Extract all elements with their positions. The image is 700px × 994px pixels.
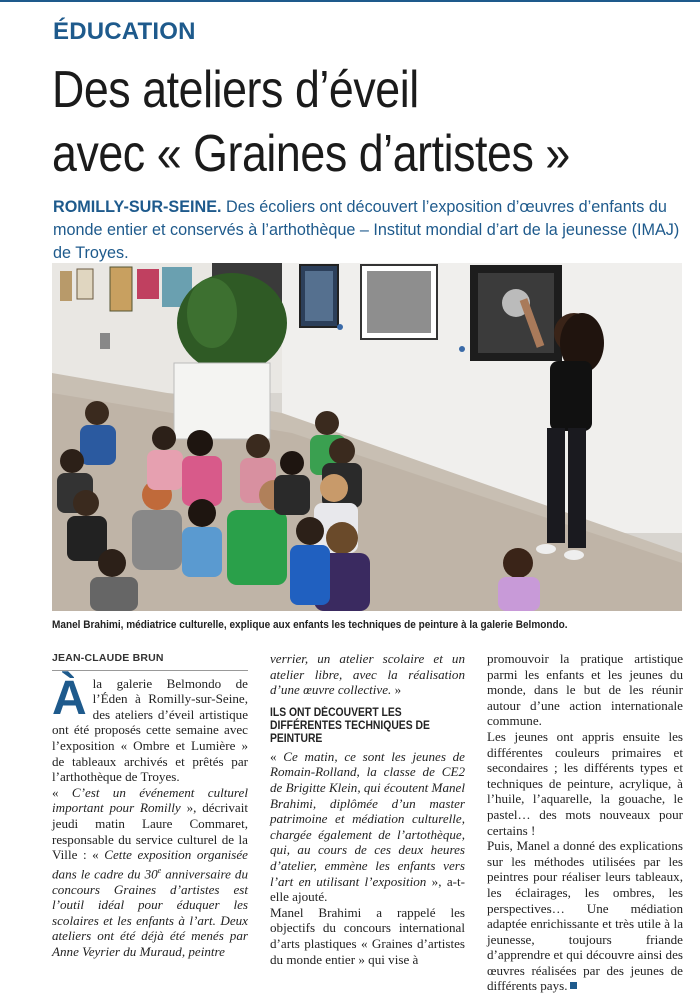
article-column-2	[270, 651, 465, 967]
body-paragraph	[52, 785, 248, 960]
body-paragraph: Manel Brahimi a rappelé les objectifs du concours international d’arts plastiques « Graines d’artistes du monde entier » qui vise à	[270, 904, 465, 967]
body-paragraph: Puis, Manel a donné des explications sur les méthodes utilisées par les peintres pour réaliser leurs tableaux, les éclairages, les ombres, les perspectives… Une médiation adaptée enrichissante et très utile à la jeunesse, toujours friande d’apprendre et qui découvre ainsi des œuvres réalisées par des jeunes de différents pays.	[487, 838, 683, 994]
article-column-3	[487, 651, 683, 994]
body-paragraph: promouvoir la pratique artistique parmi les enfants et les jeunes du monde, dans le but de les réunir autour d’une action internationale commune.	[487, 651, 683, 729]
quote-text: Cette exposition organisée dans le cadre du 30	[52, 847, 248, 882]
section-rubric: ÉDUCATION	[53, 18, 196, 45]
quote-close: »	[391, 682, 402, 698]
quote-text: Ce matin, ce sont les jeunes de Romain-Rolland, la classe de CE2 de Brigitte Klein, qui écoutent Manel Brahimi, diplômée d’un master patrimoine et médiation culturelle, chargée également de l’artothèque, qui, au cours de ces deux heures d’atelier, emmène les enfants vers l’art en utilisant l’exposition	[270, 748, 465, 889]
article-column-1	[52, 651, 248, 960]
quote-open: «	[52, 784, 72, 800]
body-paragraph	[270, 749, 465, 905]
quote-open: «	[270, 748, 284, 764]
paragraph-1-text: la galerie Belmondo de l’Éden à Romilly-sur-Seine, des ateliers d’éveil artistique ont été proposés cette semaine avec l’exposition « Ombre et Lumière » de tableaux archivés et prêtés par l’arthothèque de Troyes.	[52, 675, 248, 785]
quote-text: C’est un événement culturel important pour Romilly	[52, 784, 248, 816]
lead-text: Des écoliers ont découvert l’exposition d’œuvres d’enfants du monde entier et conservés à l’arthothèque – Institut mondial d’art de la jeunesse (IMAJ) de Troyes.	[53, 198, 680, 262]
drop-cap: À	[52, 671, 87, 725]
photo-caption: Manel Brahimi, médiatrice culturelle, explique aux enfants les techniques de peinture à la galerie Belmondo.	[52, 619, 568, 631]
paragraph-2-text: », décrivait jeudi matin Laure Commaret, responsable du service culturel de la Ville : «	[52, 800, 248, 863]
classroom-photo	[52, 263, 682, 611]
quote-text: anniversaire du concours Graines d’artistes est l’outil idéal pour éduquer les scolaires et les enfants à l’art. Deux ateliers ont été déjà été menés par Anne Veyrier du Muraud, peintre	[52, 866, 249, 960]
body-paragraph	[52, 671, 248, 785]
headline-line-2: avec « Graines d’artistes »	[52, 125, 570, 183]
byline: JEAN-CLAUDE BRUN	[52, 651, 248, 671]
article-lead	[53, 196, 691, 265]
article-headline	[52, 58, 602, 186]
headline-line-1: Des ateliers d’éveil	[52, 61, 419, 119]
quote-close: », a-t-elle ajouté.	[270, 873, 465, 905]
body-paragraph	[270, 651, 465, 698]
subhead: ILS ONT DÉCOUVERT LES DIFFÉRENTES TECHNIQUES DE PEINTURE	[270, 706, 430, 745]
end-mark-icon	[570, 982, 577, 989]
lead-dateline: ROMILLY-SUR-SEINE.	[53, 198, 222, 216]
ordinal-superscript: e	[157, 865, 162, 875]
top-rule	[0, 0, 700, 2]
quote-text: verrier, un atelier scolaire et un atelier libre, avec la réalisation d’une œuvre collective.	[270, 651, 465, 698]
body-paragraph: Les jeunes ont appris ensuite les différentes couleurs primaires et secondaires ; les différents types et techniques de peinture, acrylique, à l’huile, l’aquarelle, la gouache, le pastel… des mots nouveaux pour certains !	[487, 728, 683, 838]
